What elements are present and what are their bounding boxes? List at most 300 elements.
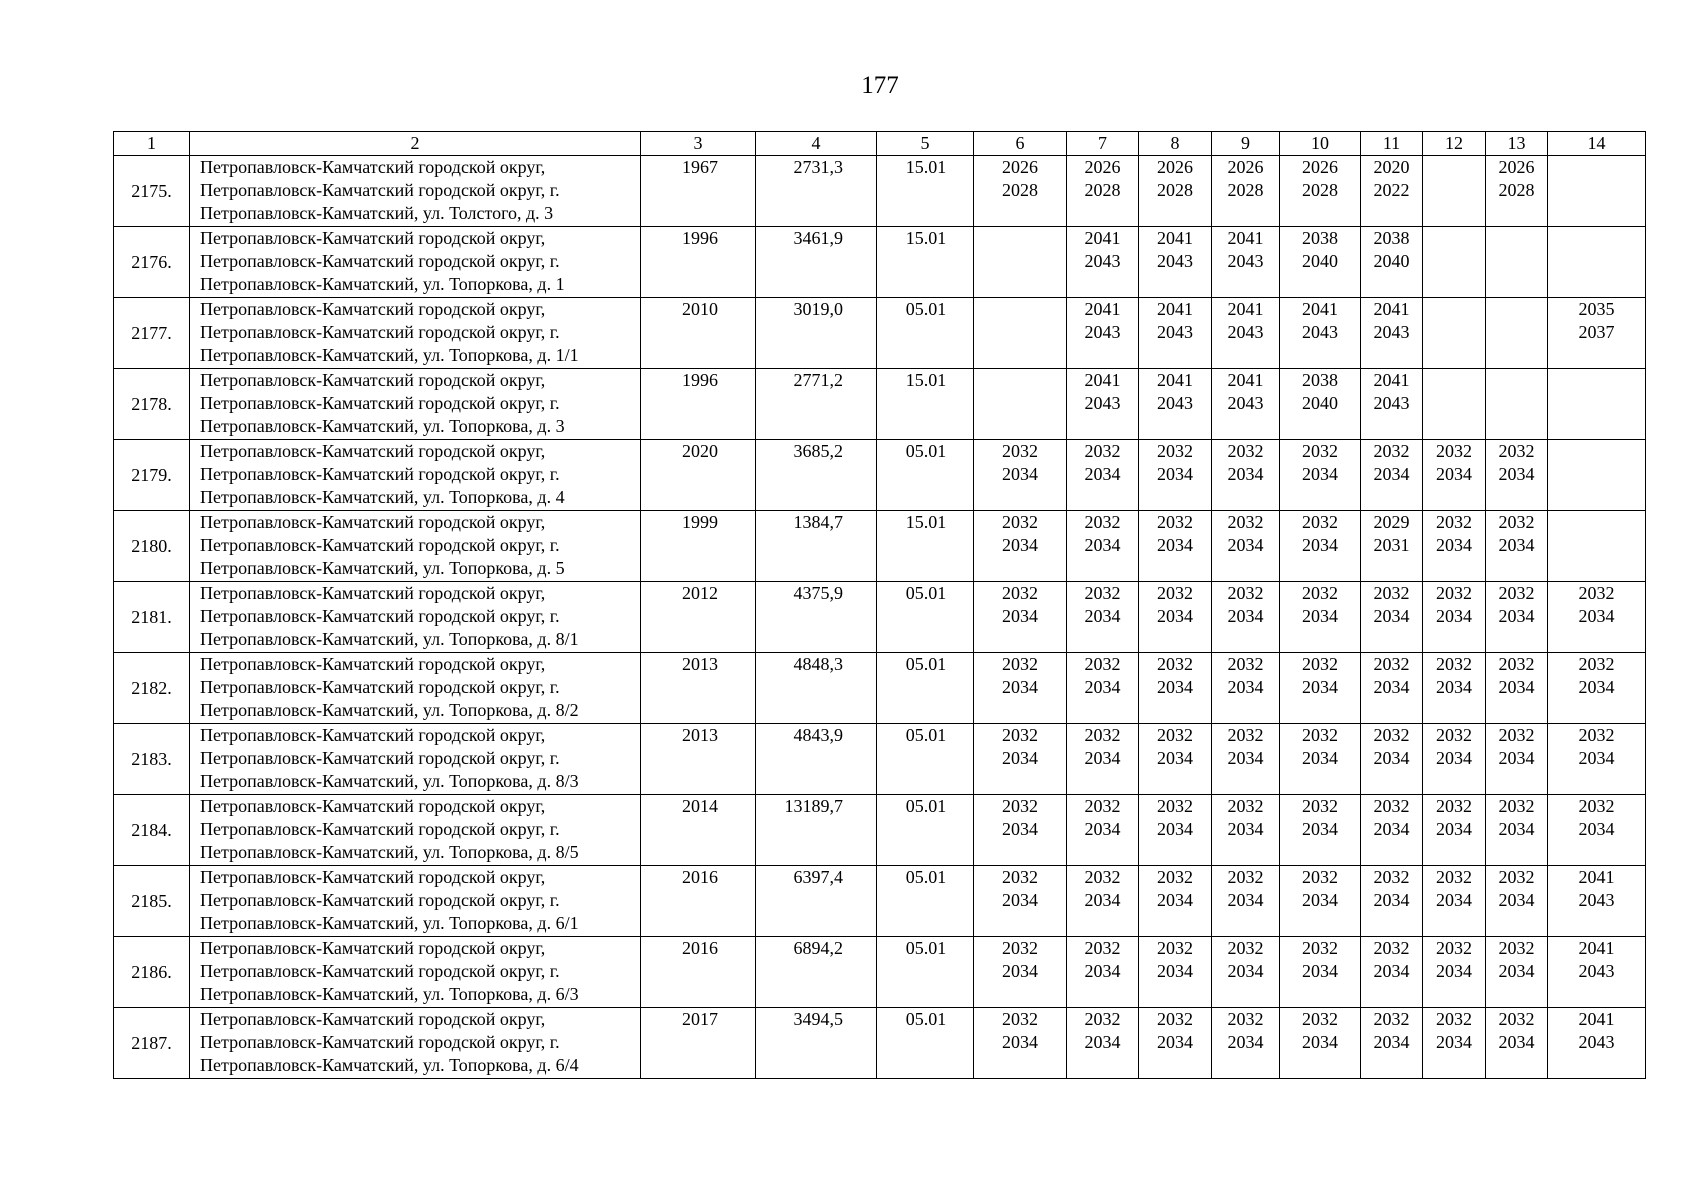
period-cell — [974, 937, 1067, 1008]
period-year: 2032 — [1002, 1009, 1038, 1029]
address-line: Петропавловск-Камчатский городской округ, — [200, 228, 546, 248]
build-year: 1996 — [641, 227, 756, 298]
address-line: Петропавловск-Камчатский, ул. Топоркова, д. 6/3 — [200, 984, 579, 1004]
column-header: 13 — [1486, 132, 1548, 156]
period-year: 2028 — [1227, 180, 1264, 200]
period-year: 2034 — [1373, 1032, 1410, 1052]
period-cell — [1361, 511, 1423, 582]
code-value: 05.01 — [877, 653, 974, 724]
period-year: 2034 — [1227, 535, 1264, 555]
period-cell — [1548, 582, 1646, 653]
period-cell — [1212, 795, 1280, 866]
period-year: 2041 — [1227, 228, 1264, 248]
period-year: 2032 — [1302, 583, 1338, 603]
period-year: 2029 — [1373, 512, 1410, 532]
column-header: 7 — [1067, 132, 1139, 156]
period-cell — [1423, 1008, 1486, 1079]
area-value: 4848,3 — [756, 653, 877, 724]
period-cell — [1067, 653, 1139, 724]
period-year: 2032 — [1002, 583, 1038, 603]
period-year: 2032 — [1084, 512, 1121, 532]
period-year: 2034 — [1084, 961, 1121, 981]
address-line: Петропавловск-Камчатский городской округ, г. — [200, 535, 560, 555]
period-year: 2040 — [1302, 393, 1338, 413]
period-year: 2032 — [1436, 583, 1472, 603]
period-cell — [1486, 653, 1548, 724]
address-line: Петропавловск-Камчатский городской округ, г. — [200, 819, 560, 839]
code-value: 05.01 — [877, 866, 974, 937]
period-year: 2032 — [1227, 725, 1264, 745]
period-year: 2032 — [1157, 654, 1193, 674]
period-year: 2034 — [1302, 1032, 1338, 1052]
period-year: 2034 — [1373, 606, 1410, 626]
period-year: 2043 — [1084, 322, 1121, 342]
period-cell — [1361, 369, 1423, 440]
period-cell — [1548, 724, 1646, 795]
period-cell — [1280, 866, 1361, 937]
period-year: 2031 — [1373, 535, 1410, 555]
period-year: 2034 — [1157, 677, 1193, 697]
period-year: 2032 — [1373, 725, 1410, 745]
period-year: 2032 — [1302, 441, 1338, 461]
period-year: 2032 — [1373, 938, 1410, 958]
address-line: Петропавловск-Камчатский городской округ, — [200, 796, 546, 816]
period-year: 2034 — [1084, 1032, 1121, 1052]
period-year: 2040 — [1373, 251, 1410, 271]
period-year: 2034 — [1227, 606, 1264, 626]
address-line: Петропавловск-Камчатский, ул. Топоркова, д. 1 — [200, 274, 565, 294]
period-cell — [1212, 1008, 1280, 1079]
address-line: Петропавловск-Камчатский городской округ, г. — [200, 1032, 560, 1052]
address-cell — [190, 724, 641, 795]
period-cell — [1361, 298, 1423, 369]
column-header: 11 — [1361, 132, 1423, 156]
period-cell — [1486, 511, 1548, 582]
period-year: 2034 — [1227, 677, 1264, 697]
period-cell — [1423, 724, 1486, 795]
period-year: 2034 — [1227, 464, 1264, 484]
period-year: 2032 — [1578, 725, 1615, 745]
period-year: 2040 — [1302, 251, 1338, 271]
period-cell — [1280, 582, 1361, 653]
period-year: 2041 — [1373, 299, 1410, 319]
period-year: 2034 — [1436, 961, 1472, 981]
period-cell — [1280, 227, 1361, 298]
period-year: 2041 — [1578, 938, 1615, 958]
period-cell — [1361, 582, 1423, 653]
column-header: 3 — [641, 132, 756, 156]
period-year: 2034 — [1227, 961, 1264, 981]
period-year: 2034 — [1157, 606, 1193, 626]
row-number: 2183. — [114, 724, 190, 795]
period-cell — [1361, 227, 1423, 298]
area-value: 6397,4 — [756, 866, 877, 937]
period-year: 2032 — [1157, 583, 1193, 603]
period-year: 2043 — [1157, 322, 1193, 342]
code-value: 05.01 — [877, 440, 974, 511]
period-cell — [1423, 511, 1486, 582]
row-number: 2181. — [114, 582, 190, 653]
period-year: 2041 — [1578, 1009, 1615, 1029]
address-cell — [190, 369, 641, 440]
period-cell — [1212, 369, 1280, 440]
period-cell — [1548, 298, 1646, 369]
table-row — [114, 866, 1646, 937]
period-cell — [974, 440, 1067, 511]
period-cell — [1139, 582, 1212, 653]
table-row — [114, 1008, 1646, 1079]
address-line: Петропавловск-Камчатский городской округ, г. — [200, 251, 560, 271]
column-header: 14 — [1548, 132, 1646, 156]
period-year: 2032 — [1498, 938, 1535, 958]
address-cell — [190, 937, 641, 1008]
address-line: Петропавловск-Камчатский городской округ, — [200, 370, 546, 390]
period-year: 2034 — [1302, 819, 1338, 839]
period-year: 2034 — [1084, 677, 1121, 697]
period-year: 2034 — [1002, 606, 1038, 626]
address-line: Петропавловск-Камчатский, ул. Топоркова, д. 1/1 — [200, 345, 579, 365]
table-body — [114, 156, 1646, 1079]
code-value: 15.01 — [877, 369, 974, 440]
period-year: 2026 — [1498, 157, 1535, 177]
period-year: 2032 — [1436, 441, 1472, 461]
period-cell — [1139, 724, 1212, 795]
period-year: 2034 — [1002, 890, 1038, 910]
row-number: 2186. — [114, 937, 190, 1008]
period-year: 2032 — [1002, 512, 1038, 532]
address-cell — [190, 227, 641, 298]
period-year: 2034 — [1373, 961, 1410, 981]
column-header: 1 — [114, 132, 190, 156]
row-number: 2182. — [114, 653, 190, 724]
code-value: 05.01 — [877, 298, 974, 369]
table-row — [114, 298, 1646, 369]
period-year: 2034 — [1498, 535, 1535, 555]
period-year: 2032 — [1498, 512, 1535, 532]
period-year: 2032 — [1084, 938, 1121, 958]
address-line: Петропавловск-Камчатский городской округ, — [200, 938, 546, 958]
table-row — [114, 582, 1646, 653]
period-year: 2034 — [1157, 961, 1193, 981]
period-cell — [1486, 795, 1548, 866]
period-cell — [1423, 653, 1486, 724]
period-year: 2032 — [1302, 1009, 1338, 1029]
period-cell — [1423, 795, 1486, 866]
period-year: 2037 — [1578, 322, 1615, 342]
period-year: 2026 — [1002, 157, 1038, 177]
period-cell — [1361, 937, 1423, 1008]
period-year: 2034 — [1157, 1032, 1193, 1052]
period-year: 2032 — [1302, 725, 1338, 745]
period-year: 2043 — [1227, 251, 1264, 271]
period-year: 2032 — [1436, 512, 1472, 532]
period-year: 2032 — [1002, 725, 1038, 745]
period-year: 2034 — [1436, 890, 1472, 910]
period-year: 2028 — [1084, 180, 1121, 200]
period-year: 2032 — [1227, 512, 1264, 532]
period-year: 2041 — [1302, 299, 1338, 319]
period-year: 2032 — [1498, 441, 1535, 461]
period-cell — [1139, 369, 1212, 440]
period-cell — [974, 511, 1067, 582]
address-cell — [190, 156, 641, 227]
address-line: Петропавловск-Камчатский, ул. Топоркова, д. 8/5 — [200, 842, 579, 862]
period-cell — [1486, 298, 1548, 369]
period-cell — [974, 653, 1067, 724]
table-row — [114, 724, 1646, 795]
address-line: Петропавловск-Камчатский городской округ, — [200, 583, 546, 603]
period-cell — [974, 1008, 1067, 1079]
build-year: 2010 — [641, 298, 756, 369]
build-year: 1999 — [641, 511, 756, 582]
address-line: Петропавловск-Камчатский городской округ, — [200, 512, 546, 532]
address-cell — [190, 298, 641, 369]
address-line: Петропавловск-Камчатский городской округ, — [200, 1009, 546, 1029]
build-year: 2016 — [641, 866, 756, 937]
column-header: 6 — [974, 132, 1067, 156]
build-year: 2013 — [641, 653, 756, 724]
code-value: 05.01 — [877, 1008, 974, 1079]
period-cell — [1139, 511, 1212, 582]
period-year: 2032 — [1002, 796, 1038, 816]
row-number: 2180. — [114, 511, 190, 582]
table-row — [114, 369, 1646, 440]
address-line: Петропавловск-Камчатский городской округ, — [200, 867, 546, 887]
period-year: 2041 — [1227, 299, 1264, 319]
period-year: 2034 — [1302, 677, 1338, 697]
table-row — [114, 795, 1646, 866]
header-row — [114, 132, 1646, 156]
period-year: 2034 — [1227, 819, 1264, 839]
period-year: 2043 — [1227, 393, 1264, 413]
period-year: 2032 — [1373, 583, 1410, 603]
column-header: 10 — [1280, 132, 1361, 156]
period-cell — [1212, 582, 1280, 653]
period-year: 2034 — [1373, 819, 1410, 839]
build-year: 2016 — [641, 937, 756, 1008]
period-year: 2032 — [1227, 583, 1264, 603]
period-year: 2034 — [1002, 961, 1038, 981]
period-year: 2034 — [1578, 606, 1615, 626]
period-year: 2032 — [1578, 796, 1615, 816]
area-value: 3685,2 — [756, 440, 877, 511]
address-line: Петропавловск-Камчатский городской округ, г. — [200, 464, 560, 484]
period-year: 2043 — [1578, 890, 1615, 910]
period-year: 2032 — [1436, 867, 1472, 887]
period-year: 2032 — [1498, 1009, 1535, 1029]
period-cell — [1423, 440, 1486, 511]
period-year: 2034 — [1302, 606, 1338, 626]
row-number: 2178. — [114, 369, 190, 440]
period-year: 2034 — [1578, 748, 1615, 768]
code-value: 05.01 — [877, 724, 974, 795]
period-year: 2034 — [1002, 677, 1038, 697]
build-year: 2013 — [641, 724, 756, 795]
period-cell — [974, 298, 1067, 369]
period-cell — [1139, 298, 1212, 369]
period-year: 2032 — [1227, 441, 1264, 461]
period-cell — [974, 369, 1067, 440]
period-cell — [1548, 369, 1646, 440]
period-year: 2034 — [1084, 464, 1121, 484]
period-year: 2034 — [1373, 677, 1410, 697]
register-table — [113, 131, 1646, 1079]
period-year: 2043 — [1302, 322, 1338, 342]
period-year: 2032 — [1002, 654, 1038, 674]
period-year: 2043 — [1578, 1032, 1615, 1052]
period-cell — [1212, 866, 1280, 937]
column-header: 8 — [1139, 132, 1212, 156]
period-year: 2034 — [1157, 748, 1193, 768]
period-year: 2032 — [1436, 725, 1472, 745]
period-cell — [1280, 653, 1361, 724]
row-number: 2175. — [114, 156, 190, 227]
period-cell — [1361, 724, 1423, 795]
period-year: 2041 — [1578, 867, 1615, 887]
build-year: 1996 — [641, 369, 756, 440]
period-year: 2028 — [1002, 180, 1038, 200]
period-year: 2034 — [1436, 606, 1472, 626]
period-year: 2032 — [1373, 796, 1410, 816]
period-year: 2032 — [1084, 796, 1121, 816]
build-year: 1967 — [641, 156, 756, 227]
period-year: 2034 — [1578, 677, 1615, 697]
period-year: 2032 — [1227, 938, 1264, 958]
period-cell — [1280, 298, 1361, 369]
row-number: 2184. — [114, 795, 190, 866]
period-year: 2041 — [1084, 228, 1121, 248]
period-year: 2041 — [1373, 370, 1410, 390]
period-cell — [1139, 866, 1212, 937]
period-year: 2026 — [1227, 157, 1264, 177]
period-cell — [1486, 440, 1548, 511]
table-row — [114, 227, 1646, 298]
address-cell — [190, 866, 641, 937]
period-cell — [1280, 795, 1361, 866]
period-year: 2034 — [1436, 677, 1472, 697]
period-year: 2032 — [1084, 441, 1121, 461]
period-year: 2043 — [1373, 393, 1410, 413]
period-cell — [1280, 156, 1361, 227]
period-year: 2034 — [1373, 464, 1410, 484]
period-year: 2032 — [1498, 654, 1535, 674]
period-year: 2026 — [1157, 157, 1193, 177]
period-year: 2034 — [1498, 1032, 1535, 1052]
period-cell — [1361, 1008, 1423, 1079]
period-year: 2038 — [1373, 228, 1410, 248]
period-year: 2032 — [1084, 583, 1121, 603]
address-line: Петропавловск-Камчатский городской округ, — [200, 299, 546, 319]
code-value: 05.01 — [877, 582, 974, 653]
period-year: 2032 — [1002, 938, 1038, 958]
period-year: 2041 — [1157, 370, 1193, 390]
period-cell — [1548, 511, 1646, 582]
period-cell — [1361, 795, 1423, 866]
period-cell — [1067, 156, 1139, 227]
period-year: 2034 — [1302, 464, 1338, 484]
period-cell — [1280, 1008, 1361, 1079]
period-year: 2032 — [1227, 796, 1264, 816]
period-cell — [1486, 369, 1548, 440]
code-value: 15.01 — [877, 511, 974, 582]
period-cell — [1212, 653, 1280, 724]
period-year: 2034 — [1436, 535, 1472, 555]
address-line: Петропавловск-Камчатский городской округ, — [200, 157, 546, 177]
row-number: 2177. — [114, 298, 190, 369]
period-cell — [1067, 369, 1139, 440]
address-line: Петропавловск-Камчатский, ул. Толстого, д. 3 — [200, 203, 554, 223]
period-year: 2034 — [1227, 890, 1264, 910]
period-year: 2034 — [1498, 748, 1535, 768]
period-year: 2034 — [1084, 606, 1121, 626]
table-row — [114, 511, 1646, 582]
period-cell — [1139, 653, 1212, 724]
period-cell — [1280, 937, 1361, 1008]
period-year: 2032 — [1498, 796, 1535, 816]
area-value: 13189,7 — [756, 795, 877, 866]
address-cell — [190, 582, 641, 653]
period-year: 2034 — [1002, 748, 1038, 768]
period-year: 2034 — [1084, 748, 1121, 768]
period-year: 2032 — [1157, 1009, 1193, 1029]
period-year: 2032 — [1227, 1009, 1264, 1029]
row-number: 2176. — [114, 227, 190, 298]
period-year: 2034 — [1302, 535, 1338, 555]
period-year: 2032 — [1157, 867, 1193, 887]
period-cell — [1548, 440, 1646, 511]
area-value: 3019,0 — [756, 298, 877, 369]
period-year: 2034 — [1436, 464, 1472, 484]
period-year: 2034 — [1302, 890, 1338, 910]
period-cell — [1486, 582, 1548, 653]
period-cell — [1361, 440, 1423, 511]
address-line: Петропавловск-Камчатский городской округ, — [200, 654, 546, 674]
period-year: 2032 — [1498, 583, 1535, 603]
row-number: 2185. — [114, 866, 190, 937]
period-year: 2028 — [1157, 180, 1193, 200]
address-line: Петропавловск-Камчатский городской округ, г. — [200, 961, 560, 981]
period-year: 2034 — [1498, 677, 1535, 697]
period-cell — [1486, 866, 1548, 937]
table-row — [114, 156, 1646, 227]
period-cell — [1423, 156, 1486, 227]
address-line: Петропавловск-Камчатский городской округ, г. — [200, 890, 560, 910]
period-year: 2032 — [1157, 512, 1193, 532]
period-year: 2034 — [1436, 748, 1472, 768]
period-year: 2041 — [1084, 370, 1121, 390]
period-year: 2034 — [1498, 606, 1535, 626]
period-cell — [1067, 227, 1139, 298]
period-year: 2041 — [1084, 299, 1121, 319]
page-number: 177 — [861, 72, 899, 99]
period-cell — [1423, 937, 1486, 1008]
period-cell — [1212, 511, 1280, 582]
period-year: 2034 — [1157, 819, 1193, 839]
period-year: 2043 — [1084, 251, 1121, 271]
period-year: 2032 — [1227, 654, 1264, 674]
period-cell — [974, 866, 1067, 937]
period-cell — [1139, 1008, 1212, 1079]
period-year: 2032 — [1373, 1009, 1410, 1029]
period-cell — [1212, 937, 1280, 1008]
period-year: 2032 — [1373, 654, 1410, 674]
address-line: Петропавловск-Камчатский городской округ, г. — [200, 677, 560, 697]
period-year: 2034 — [1498, 819, 1535, 839]
period-year: 2038 — [1302, 228, 1338, 248]
period-cell — [1280, 724, 1361, 795]
address-line: Петропавловск-Камчатский, ул. Топоркова, д. 8/3 — [200, 771, 579, 791]
period-year: 2032 — [1157, 796, 1193, 816]
